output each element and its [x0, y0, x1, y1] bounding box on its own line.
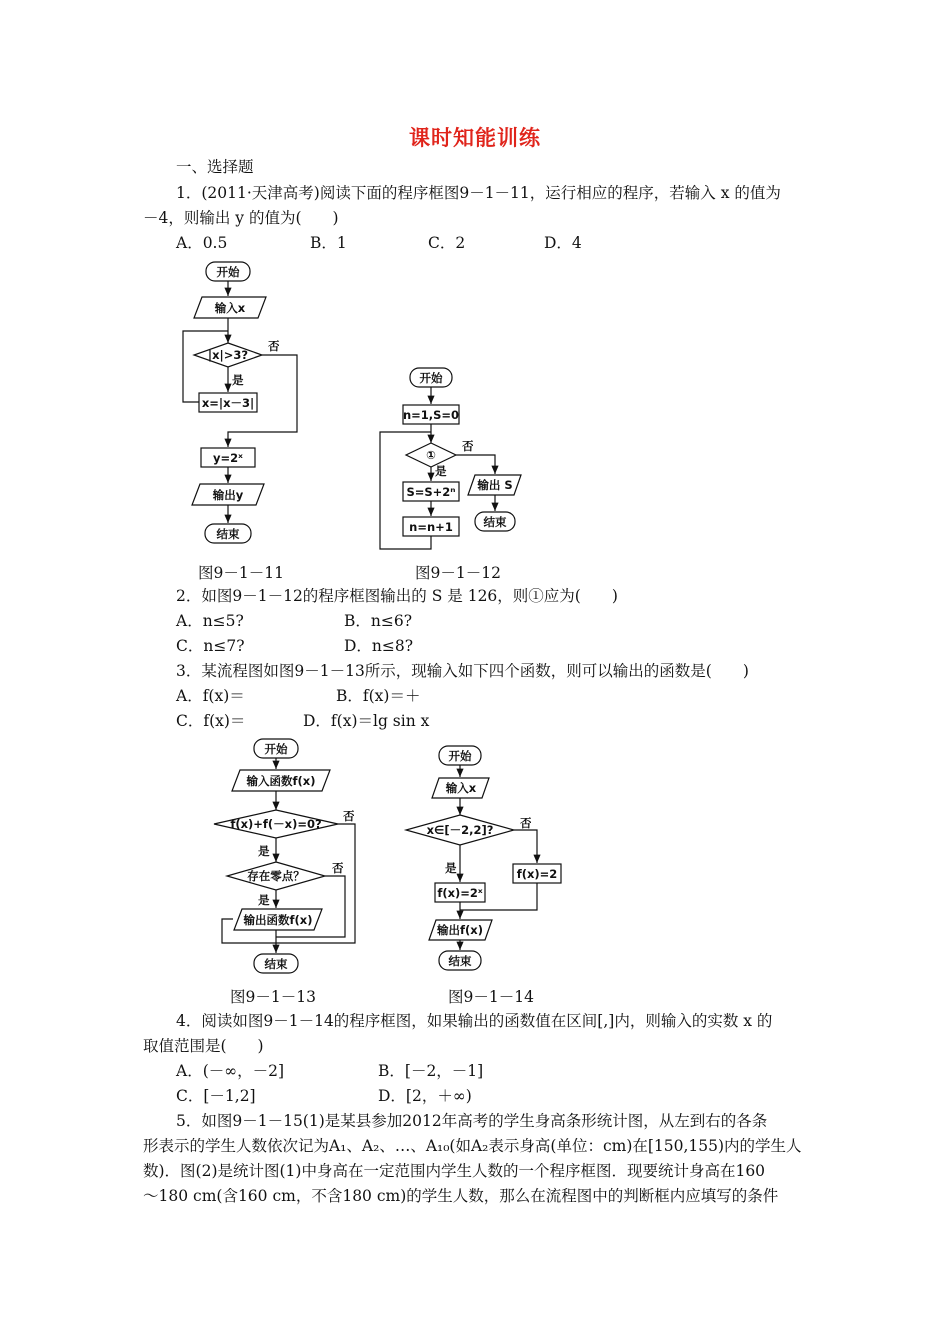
q2-line1: 2．如图9－1－12的程序框图输出的 S 是 126，则①应为( ) — [176, 587, 618, 605]
fig13-yes1-label: 是 — [258, 844, 270, 858]
fig11-end-label: 结束 — [216, 527, 240, 541]
fig13-output-label: 输出函数f(x) — [243, 913, 313, 927]
fig12-inc-label: n=n+1 — [409, 520, 453, 534]
fig13-condition1-label: f(x)+f(－x)=0? — [230, 817, 322, 831]
fig11-y-label: y=2ˣ — [213, 451, 243, 465]
fig11-start-label: 开始 — [216, 265, 240, 279]
fig13-no1-label: 否 — [343, 809, 355, 823]
q1-line2: －4，则输出 y 的值为( ) — [143, 209, 339, 227]
q4-option-a: A．(－∞，－2] — [176, 1062, 285, 1080]
fig12-output-label: 输出 S — [477, 478, 513, 492]
fig13-no2-label: 否 — [332, 861, 344, 875]
fig12-condition-label: ① — [426, 448, 436, 462]
fig14-caption: 图9－1－14 — [448, 988, 534, 1006]
q4-option-d: D．[2，＋∞) — [378, 1087, 472, 1105]
fig14-start-label: 开始 — [448, 749, 472, 763]
section-heading: 一、选择题 — [176, 158, 254, 176]
fig12-no-label: 否 — [462, 439, 474, 453]
fig11-assign-label: x=|x－3| — [201, 396, 255, 410]
fig14-yes-label: 是 — [445, 861, 457, 875]
fig11-output-label: 输出y — [212, 488, 244, 502]
fig14-assign-no-label: f(x)=2 — [516, 867, 558, 881]
q5-line1: 5．如图9－1－15(1)是某县参加2012年高考的学生身高条形统计图，从左到右的各条 — [176, 1112, 768, 1130]
q4-option-c: C．[－1,2] — [176, 1087, 256, 1105]
fig13-input-label: 输入函数f(x) — [246, 774, 316, 788]
fig12-yes-label: 是 — [435, 464, 447, 478]
fig11-no-label: 否 — [268, 339, 280, 353]
q1-option-d: D．4 — [544, 234, 582, 252]
fig13-caption: 图9－1－13 — [230, 988, 316, 1006]
fig11-condition-label: |x|>3? — [207, 348, 249, 362]
fig11-yes-label: 是 — [232, 373, 244, 387]
q2-option-c: C．n≤7? — [176, 637, 245, 655]
fig12-sum-label: S=S+2ⁿ — [406, 485, 456, 499]
fig13-condition2-label: 存在零点？ — [247, 869, 305, 883]
q4-line1: 4．阅读如图9－1－14的程序框图，如果输出的函数值在区间[,]内，则输入的实数 x 的 — [176, 1012, 773, 1030]
fig11-input-label: 输入x — [214, 301, 246, 315]
q5-line3: 数)．图(2)是统计图(1)中身高在一定范围内学生人数的一个程序框图．现要统计身高在160 — [143, 1162, 766, 1180]
fig13-start-label: 开始 — [264, 742, 288, 756]
fig11-flowchart — [183, 262, 297, 543]
q3-line1: 3．某流程图如图9－1－13所示，现输入如下四个函数，则可以输出的函数是( ) — [176, 662, 749, 680]
q1-option-a: A．0.5 — [176, 234, 228, 252]
q1-option-b: B．1 — [310, 234, 347, 252]
fig14-end-label: 结束 — [448, 954, 472, 968]
fig12-caption: 图9－1－12 — [415, 564, 501, 582]
q3-option-a: A．f(x)＝ — [176, 687, 245, 705]
q2-option-b: B．n≤6? — [344, 612, 413, 630]
fig14-no-label: 否 — [520, 816, 532, 830]
q1-option-c: C．2 — [428, 234, 466, 252]
fig13-flowchart — [214, 739, 355, 973]
q3-option-c: C．f(x)＝ — [176, 712, 246, 730]
q2-option-d: D．n≤8? — [344, 637, 414, 655]
fig14-flowchart — [406, 746, 561, 970]
q1-line1: 1．(2011·天津高考)阅读下面的程序框图9－1－11，运行相应的程序，若输入 x 的值为 — [176, 184, 781, 202]
fig14-output-label: 输出f(x) — [437, 923, 483, 937]
q3-option-b: B．f(x)＝＋ — [336, 687, 421, 705]
fig14-input-label: 输入x — [445, 781, 477, 795]
fig13-yes2-label: 是 — [258, 893, 270, 907]
fig12-end-label: 结束 — [483, 515, 507, 529]
q3-option-d: D．f(x)＝lg sin x — [303, 712, 430, 730]
fig12-init-label: n=1,S=0 — [402, 408, 460, 422]
fig12-flowchart — [380, 368, 521, 549]
fig12-start-label: 开始 — [419, 371, 443, 385]
q5-line2: 形表示的学生人数依次记为A₁、A₂、…、A₁₀(如A₂表示身高(单位：cm)在[150,155)内的学生人 — [143, 1137, 802, 1155]
fig14-condition-label: x∈[－2,2]? — [426, 823, 494, 837]
q5-line4: ～180 cm(含160 cm，不含180 cm)的学生人数，那么在流程图中的判断框内应填写的条件 — [143, 1187, 779, 1205]
page-title: 课时知能训练 — [409, 126, 541, 150]
fig14-assign-yes-label: f(x)=2ˣ — [437, 886, 483, 900]
q4-line2: 取值范围是( ) — [143, 1037, 264, 1055]
fig13-end-label: 结束 — [264, 957, 288, 971]
q4-option-b: B．[－2，－1] — [378, 1062, 484, 1080]
fig11-caption: 图9－1－11 — [198, 564, 284, 582]
q2-option-a: A．n≤5? — [176, 612, 244, 630]
